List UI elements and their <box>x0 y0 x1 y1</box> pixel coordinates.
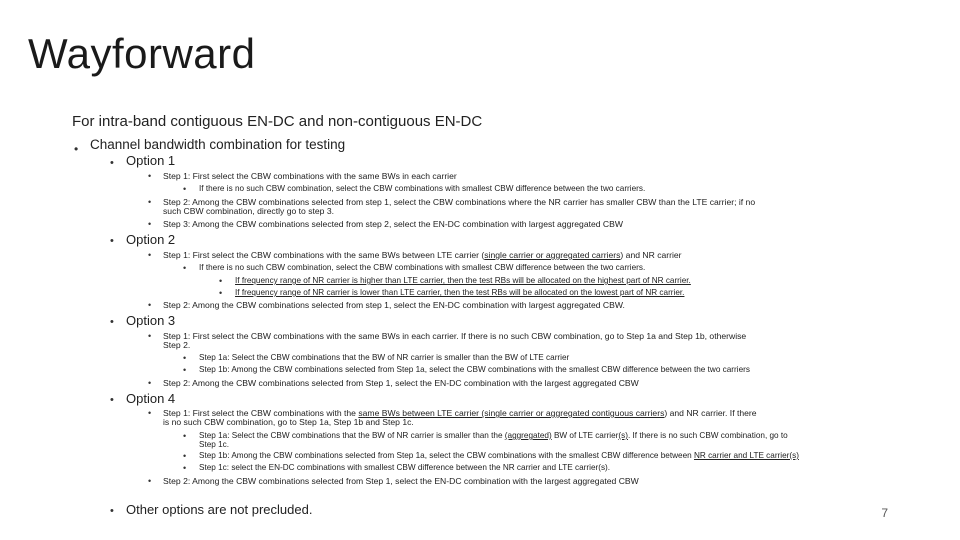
bullet-dot: • <box>219 276 223 286</box>
bullet-dot: • <box>148 476 152 486</box>
option2-step2: Step 2: Among the CBW combinations selected from step 1, select the EN-DC combination with largest aggregated CBW. <box>163 300 625 310</box>
option3-step1-line1: Step 1: First select the CBW combinations with the same BWs in each carrier. If there is no such CBW combination, go to Step 1a and Step 1b, otherwise <box>163 331 747 341</box>
option3-step2: Step 2: Among the CBW combinations selected from Step 1, select the EN-DC combination with the largest aggregated CBW <box>163 378 639 388</box>
bullet-dot: • <box>183 463 187 473</box>
bullet-dot: • <box>148 331 152 341</box>
option4-step1-line2: is no such CBW combination, go to Step 1a, Step 1b and Step 1c. <box>163 417 414 427</box>
option3-step1a: Step 1a: Select the CBW combinations that the BW of NR carrier is smaller than the BW of LTE carrier <box>199 353 570 362</box>
other-options: Other options are not precluded. <box>126 502 313 517</box>
page-number: 7 <box>881 506 888 520</box>
option4-step1c: Step 1c: select the EN-DC combinations with smallest CBW difference between the NR carrier and LTE carrier(s). <box>199 463 611 472</box>
bullet-dot: • <box>148 197 152 207</box>
bullet-dot: • <box>148 171 152 181</box>
bullet-dot: • <box>148 219 152 229</box>
bullet-dot: • <box>183 431 187 441</box>
option4-label: Option 4 <box>126 391 176 406</box>
bullet-dot: • <box>110 394 114 406</box>
option2-sub1b: If frequency range of NR carrier is lower than LTE carrier, then the test RBs will be allocated on the lowest part of NR carrier. <box>235 288 685 297</box>
bullet-dot: • <box>148 250 152 260</box>
bullet-dot: • <box>148 300 152 310</box>
bullet-dot: • <box>219 288 223 298</box>
option3-label: Option 3 <box>126 313 176 328</box>
option2-label: Option 2 <box>126 232 176 247</box>
option4-step2: Step 2: Among the CBW combinations selected from Step 1, select the EN-DC combination with the largest aggregated CBW <box>163 476 639 486</box>
option1-step3: Step 3: Among the CBW combinations selected from step 2, select the EN-DC combination with largest aggregated CBW <box>163 219 623 229</box>
slide-title: Wayforward <box>28 30 256 77</box>
option2-sub1: If there is no such CBW combination, select the CBW combinations with smallest CBW difference between the two carriers. <box>199 263 646 272</box>
option1-step1-sub: If there is no such CBW combination, select the CBW combinations with smallest CBW difference between the two carriers. <box>199 184 646 193</box>
option1-step2-line2: such CBW combination, directly go to step 3. <box>163 206 334 216</box>
bullet-dot: • <box>74 142 79 156</box>
bullet-dot: • <box>183 353 187 363</box>
bullet-dot: • <box>110 505 114 517</box>
option2-sub1a: If frequency range of NR carrier is higher than LTE carrier, then the test RBs will be allocated on the highest part of NR carrier. <box>235 276 691 285</box>
bullet-dot: • <box>183 184 187 194</box>
bullet-dot: • <box>148 378 152 388</box>
option2-step1: Step 1: First select the CBW combinations with the same BWs between LTE carrier (single carrier or aggregated carriers) and NR carrier <box>163 250 682 260</box>
option1-step1: Step 1: First select the CBW combinations with the same BWs in each carrier <box>163 171 457 181</box>
option3-step1-line2: Step 2. <box>163 340 191 350</box>
bullet-dot: • <box>183 451 187 461</box>
bullet-dot: • <box>110 235 114 247</box>
option3-step1b: Step 1b: Among the CBW combinations selected from Step 1a, select the CBW combinations with the smallest CBW difference between the two carriers <box>199 365 750 374</box>
bullet-dot: • <box>110 157 114 169</box>
option4-step1b: Step 1b: Among the CBW combinations selected from Step 1a, select the CBW combinations with the smallest CBW difference between NR carrier and LTE carrier(s) <box>199 451 799 460</box>
subtitle: For intra-band contiguous EN-DC and non-contiguous EN-DC <box>72 113 483 130</box>
bullet-dot: • <box>183 365 187 375</box>
option4-step1a-line2: Step 1c. <box>199 440 230 449</box>
option4-step1a: Step 1a: Select the CBW combinations that the BW of NR carrier is smaller than the (aggregated) BW of LTE carrier(s). If there is no such CBW combination, go to <box>199 431 788 440</box>
option4-step1: Step 1: First select the CBW combinations with the same BWs between LTE carrier (single carrier or aggregated contiguous carriers) and NR carrier. If there <box>163 408 757 418</box>
option1-label: Option 1 <box>126 153 176 168</box>
bullet-dot: • <box>110 316 114 328</box>
bullet-dot: • <box>148 408 152 418</box>
bullet-dot: • <box>183 263 187 273</box>
channel-bandwidth-heading: Channel bandwidth combination for testing <box>90 137 346 152</box>
option1-step2-line1: Step 2: Among the CBW combinations selected from step 1, select the CBW combinations where the NR carrier has smaller CBW than the LTE carrier; if no <box>163 197 756 207</box>
